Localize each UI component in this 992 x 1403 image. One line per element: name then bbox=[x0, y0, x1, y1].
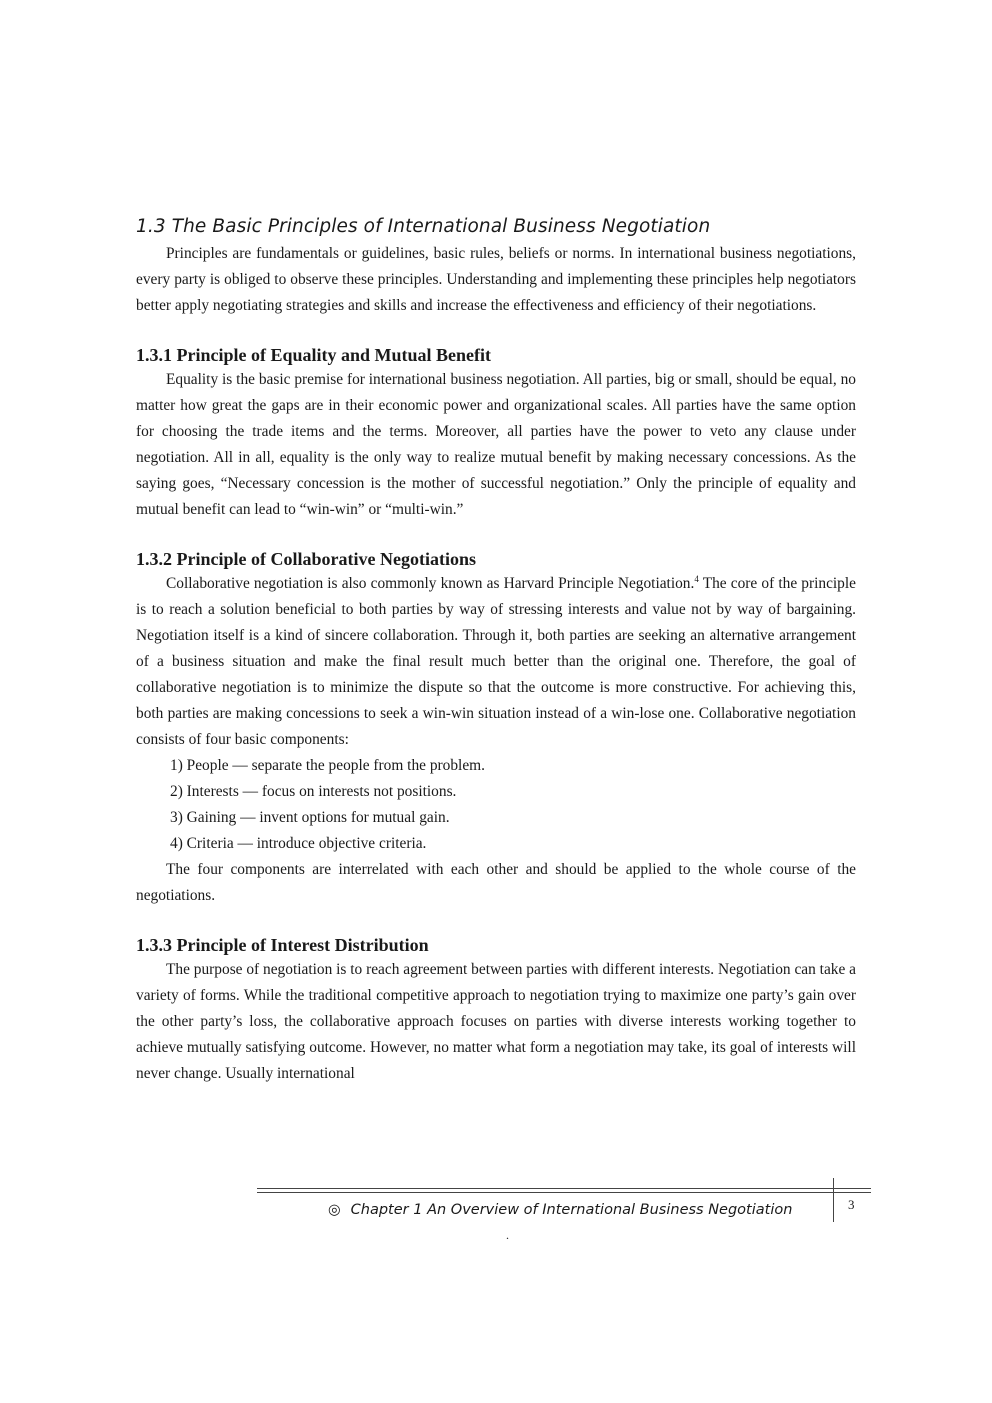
footer-rule-bottom bbox=[257, 1192, 871, 1193]
component-list-item: 3) Gaining — invent options for mutual gain. bbox=[170, 809, 450, 826]
section-heading: 1.3 The Basic Principles of International Business Negotiation bbox=[136, 216, 711, 237]
body-text-rest: The core of the principle is to reach a solution beneficial to both parties by way of stressing interests and value not by way of bargaining. Negotiation itself is a kind of sincere collaboration. Through it, both parties are seeking an alternative arrangement of a business situation and make the final result much better than the original one. Therefore, the goal of collaborative negotiation is to minimize the dispute so that the outcome is more constructive. For achieving this, both parties are making concessions to seek a win-win situation instead of a win-lose one. Collaborative negotiation consists of four basic components: bbox=[136, 575, 856, 748]
footer-rule-top bbox=[257, 1188, 871, 1189]
subsection-body-interest: The purpose of negotiation is to reach agreement between parties with different interests. Negotiation can take a variety of forms. While the traditional competitive approach to negotiation trying to maximize one party’s gain over the other party’s loss, the collaborative approach focuses on parties with diverse interests working together to achieve mutually satisfying outcome. However, no matter what form a negotiation may take, its goal of interests will never change. Usually international bbox=[136, 961, 856, 1082]
page-content bbox=[136, 213, 856, 1087]
footer-chapter-text: Chapter 1 An Overview of International Business Negotiation bbox=[350, 1202, 793, 1218]
subsection-body-collaborative bbox=[136, 571, 856, 753]
subsection-heading-collaborative: 1.3.2 Principle of Collaborative Negotiations bbox=[136, 549, 476, 569]
subsection-closing-collaborative: The four components are interrelated with each other and should be applied to the whole course of the negotiations. bbox=[136, 861, 856, 904]
footnote-reference[interactable]: 4 bbox=[694, 574, 699, 584]
subsection-body-equality: Equality is the basic premise for international business negotiation. All parties, big or small, should be equal, no matter how great the gaps are in their economic power and organizational scales. All parties have the same option for choosing the trade items and the terms. Moreover, all parties have the power to veto any clause under negotiation. All in all, equality is the only way to realize mutual benefit by making necessary concessions. As the saying goes, “Necessary concession is the mother of successful negotiation.” Only the principle of equality and mutual benefit can lead to “win-win” or “multi-win.” bbox=[136, 371, 856, 518]
page-dot-mark: . bbox=[506, 1228, 509, 1242]
subsection-heading-interest: 1.3.3 Principle of Interest Distribution bbox=[136, 935, 429, 955]
component-list-item: 1) People — separate the people from the problem. bbox=[170, 757, 485, 774]
section-intro: Principles are fundamentals or guidelines, basic rules, beliefs or norms. In international business negotiations, every party is obliged to observe these principles. Understanding and implementing these principles help negotiators better apply negotiating strategies and skills and increase the effectiveness and efficiency of their negotiations. bbox=[136, 245, 856, 314]
footer-divider bbox=[833, 1178, 834, 1222]
body-text-start: Collaborative negotiation is also commonly known as Harvard Principle Negotiation. bbox=[166, 575, 695, 592]
footer-chapter-title bbox=[328, 1199, 792, 1221]
page-number: 3 bbox=[848, 1197, 855, 1212]
component-list-item: 4) Criteria — introduce objective criteria. bbox=[170, 835, 427, 852]
subsection-heading-equality: 1.3.1 Principle of Equality and Mutual Benefit bbox=[136, 345, 492, 365]
component-list-item: 2) Interests — focus on interests not positions. bbox=[170, 783, 457, 800]
footer-bullet-icon: ◎ bbox=[328, 1202, 341, 1218]
